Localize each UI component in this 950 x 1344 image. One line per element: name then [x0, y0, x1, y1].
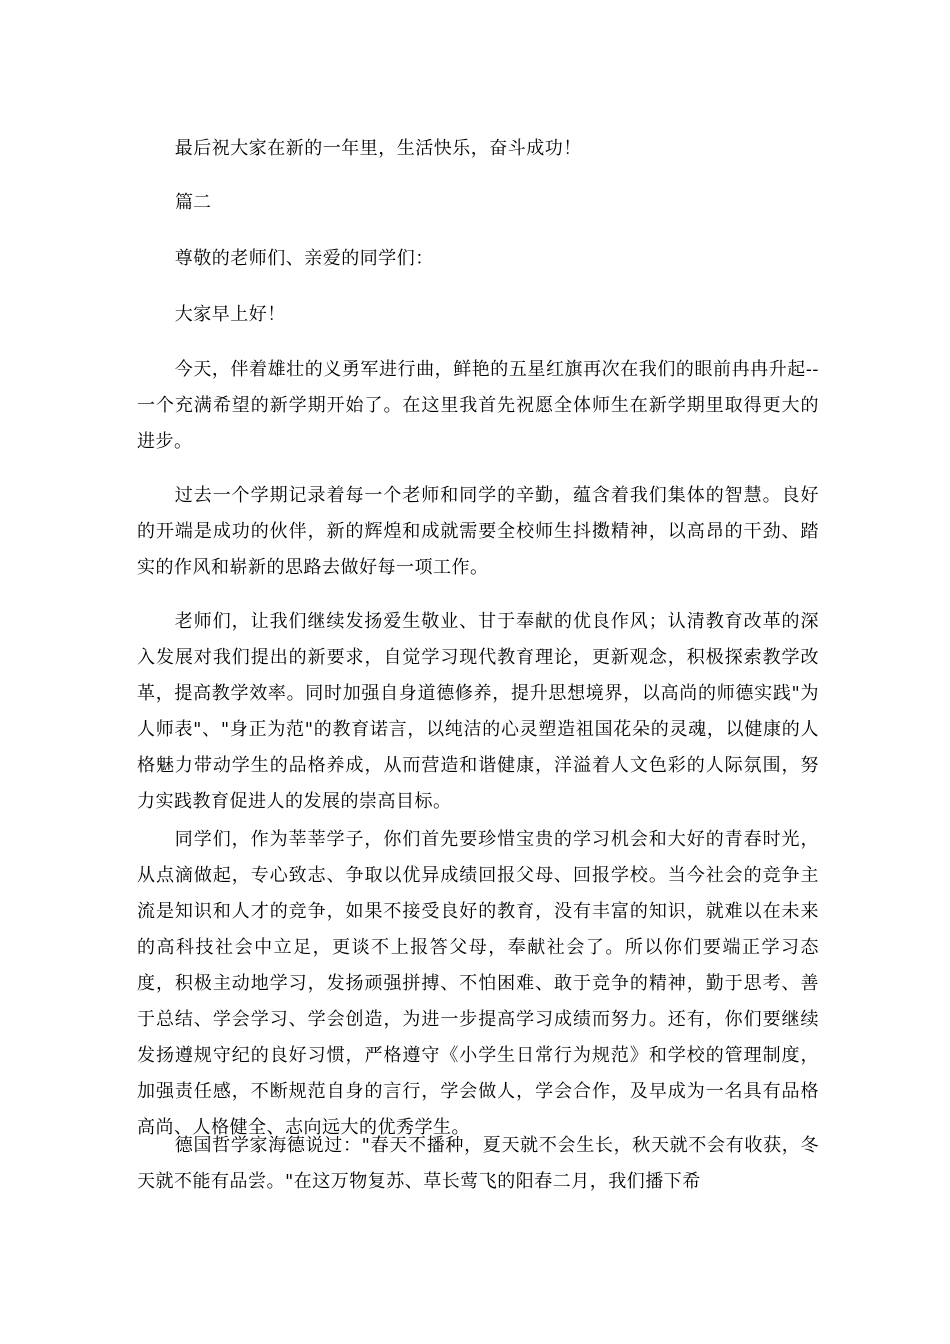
students-paragraph: 同学们，作为莘莘学子，你们首先要珍惜宝贵的学习机会和大好的青春时光，从点滴做起，专心致志、争取以优异成绩回报父母、回报学校。当今社会的竞争主流是知识和人才的竞争，如果不接受良好的教育，没有丰富的知识，就难以在未来的高科技社会中立足，更谈不上报答父母，奉献社会了。所以你们要端正学习态度，积极主动地学习，发扬顽强拼搏、不怕困难、敢于竞争的精神，勤于思考、善于总结、学会学习、学会创造，为进一步提高学习成绩而努力。还有，你们要继续发扬遵规守纪的良好习惯，严格遵守《小学生日常行为规范》和学校的管理制度，加强责任感，不断规范自身的言行，学会做人，学会合作，及早成为一名具有品格高尚、人格健全、志向远大的优秀学生。 [137, 829, 819, 1138]
past-semester-paragraph: 过去一个学期记录着每一个老师和同学的辛勤，蕴含着我们集体的智慧。良好的开端是成功的伙伴，新的辉煌和成就需要全校师生抖擞精神，以高昂的干劲、踏实的作风和崭新的思路去做好每一项工作。 [137, 485, 819, 578]
teachers-paragraph: 老师们，让我们继续发扬爱生敬业、甘于奉献的优良作风；认清教育改革的深入发展对我们提出的新要求，自觉学习现代教育理论，更新观念，积极探索教学改革，提高教学效率。同时加强自身道德修养，提升思想境界，以高尚的师德实践"为人师表"、"身正为范"的教育诺言，以纯洁的心灵塑造祖国花朵的灵魂，以健康的人格魅力带动学生的品格养成，从而营造和谐健康，洋溢着人文色彩的人际氛围，努力实践教育促进人的发展的崇高目标。 [137, 611, 819, 812]
opening-paragraph: 今天，伴着雄壮的义勇军进行曲，鲜艳的五星红旗再次在我们的眼前冉冉升起--一个充满希望的新学期开始了。在这里我首先祝愿全体师生在新学期里取得更大的进步。 [137, 359, 819, 452]
closing-wish-paragraph: 最后祝大家在新的一年里，生活快乐，奋斗成功！ [174, 138, 582, 159]
quote-paragraph: 德国哲学家海德说过："春天不播种，夏天就不会生长，秋天就不会有收获，冬天就不能有品尝。"在这万物复苏、草长莺飞的阳春二月，我们播下希 [137, 1135, 819, 1192]
section-title: 篇二 [175, 192, 211, 213]
salutation-paragraph: 尊敬的老师们、亲爱的同学们： [174, 248, 434, 269]
greeting-paragraph: 大家早上好！ [174, 304, 286, 325]
